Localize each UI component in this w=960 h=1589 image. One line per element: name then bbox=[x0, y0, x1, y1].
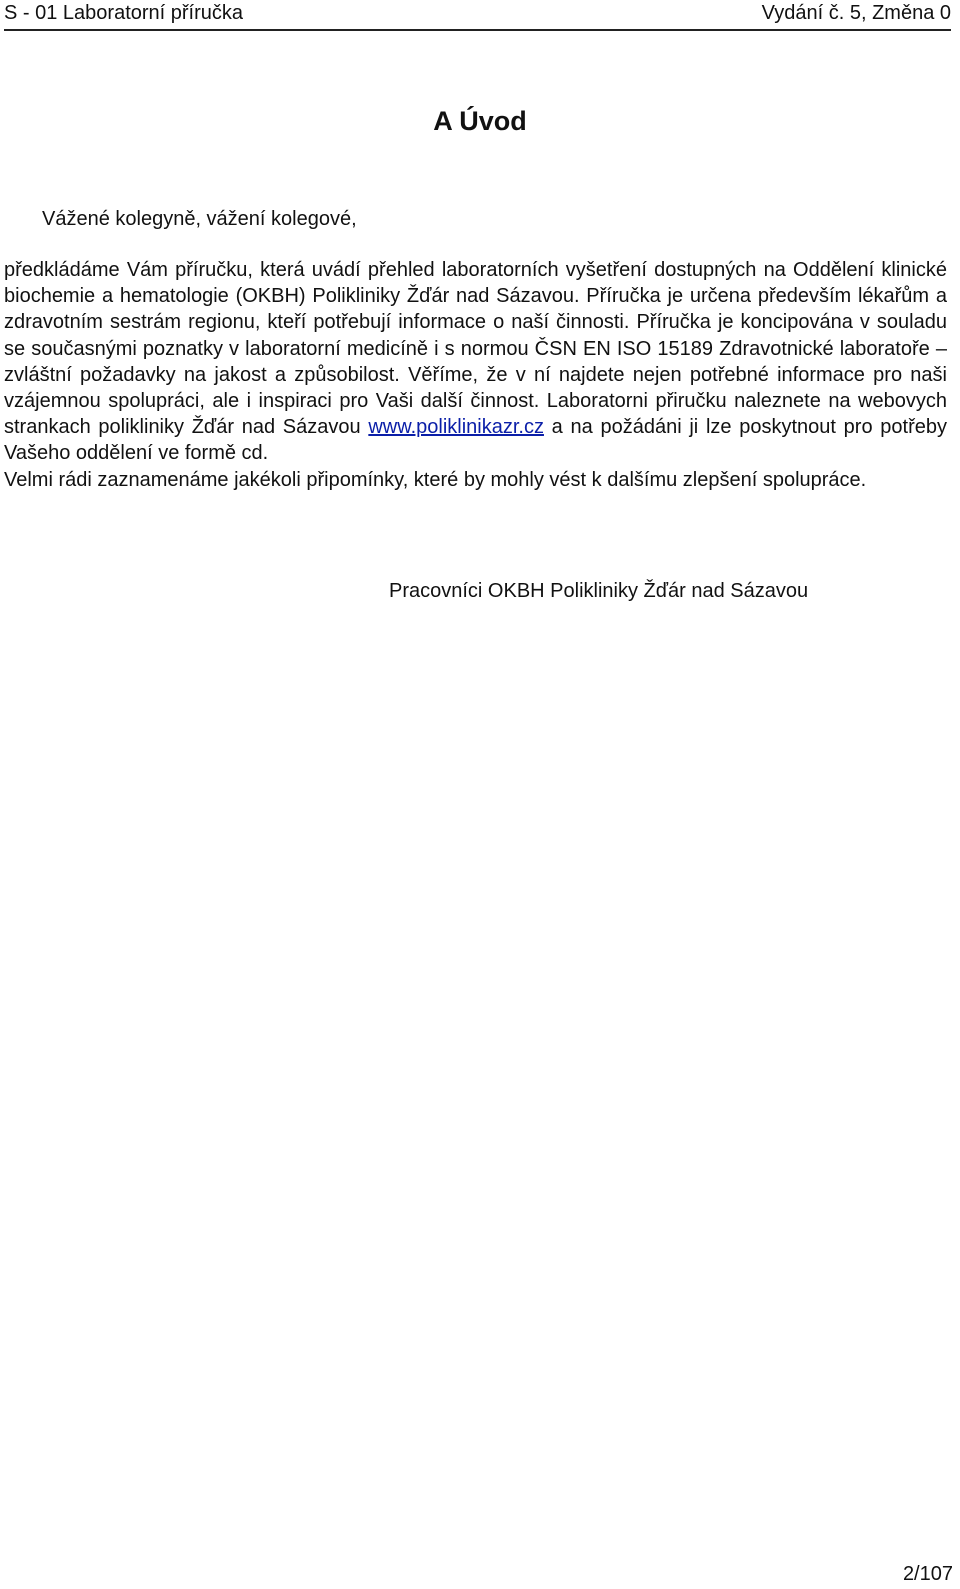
intro-paragraph bbox=[4, 257, 947, 467]
greeting: Vážené kolegyně, vážení kolegové, bbox=[42, 208, 357, 230]
body-text bbox=[4, 257, 947, 493]
header-edition: Vydání č. 5, Změna 0 bbox=[761, 2, 951, 24]
page-number: 2/107 bbox=[902, 1563, 953, 1585]
website-link[interactable]: www.poliklinikazr.cz bbox=[368, 416, 544, 439]
intro-text: předkládáme Vám příručku, která uvádí přehled laboratorních vyšetření dostupných na Oddělení klinické biochemie a hematologie (OKBH) Polikliniky Žďár nad Sázavou. Příručka je určena především lékařům a zdravotním sestrám regionu, kteří potřebují informace o naší činnosti. Příručka je koncipována v souladu se současnými poznatky v laboratorní medicíně i s normou ČSN EN ISO 15189 Zdravotnické laboratoře – zvláštní požadavky na jakost a způsobilost. Věříme, že v ní najdete nejen potřebné informace pro naši vzájemnou spolupráci, ale i inspiraci pro Vaši další činnost. Laboratorni přiručku naleznete na webovych strankach polikliniky Žďár nad Sázavou bbox=[4, 259, 947, 439]
signature: Pracovníci OKBH Polikliniky Žďár nad Sázavou bbox=[389, 580, 809, 602]
section-title: A Úvod bbox=[433, 106, 527, 136]
intro-text-end: a na požádáni ji lze poskytnout pro potřeby Vašeho oddělení ve formě cd. bbox=[4, 416, 947, 465]
page-header bbox=[4, 0, 951, 31]
header-document-name: S - 01 Laboratorní příručka bbox=[4, 2, 244, 24]
feedback-paragraph: Velmi rádi zaznamenáme jakékoli připomínky, které by mohly vést k dalšímu zlepšení spolupráce. bbox=[4, 468, 867, 491]
